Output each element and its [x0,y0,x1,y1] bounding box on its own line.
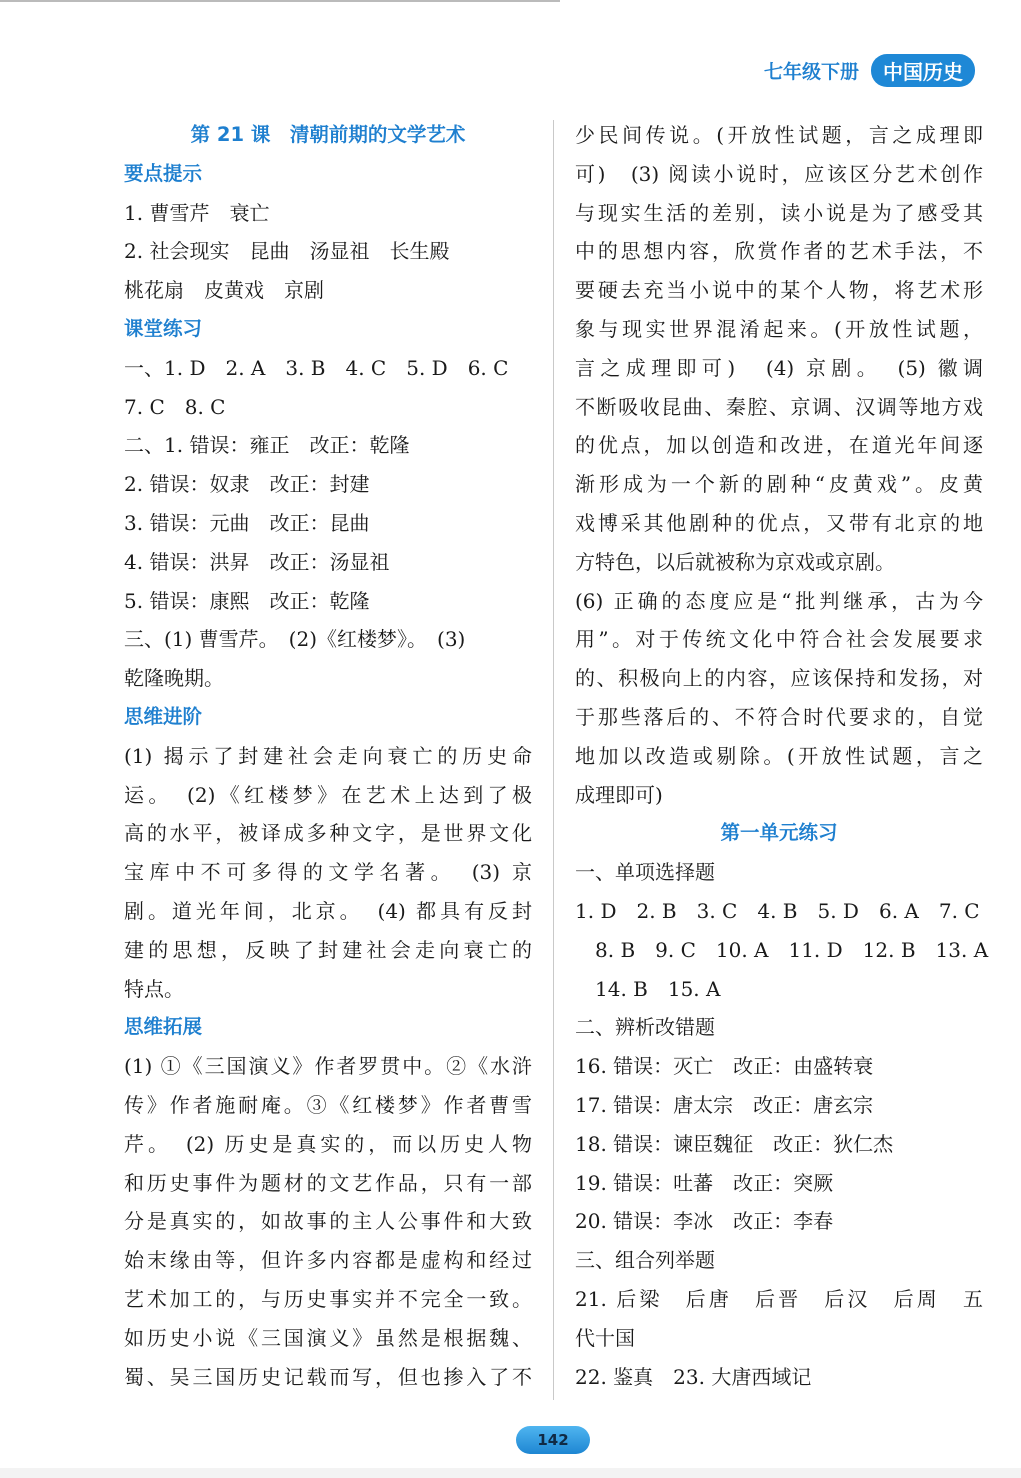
bottom-band [0,1468,1021,1478]
text-line: 20. 错误：李冰 改正：李春 [575,1209,834,1234]
column-divider [553,120,554,1400]
text-line: 一、1. D 2. A 3. B 4. C 5. D 6. C [124,355,509,380]
text-line: 可) (3) 阅读小说时，应该区分艺术创作 [575,161,983,186]
text-line: 戏博采其他剧种的优点，又带有北京的地 [575,510,983,535]
text-line: 始末缘由等，但许多内容都是虚构和经过 [124,1248,532,1273]
text-line: 2. 社会现实 昆曲 汤显祖 长生殿 [124,239,450,264]
text-line: 4. 错误：洪昇 改正：汤显祖 [124,549,390,574]
text-line: 二、辨析改错题 [575,1015,715,1040]
text-line: 高的水平，被译成多种文字，是世界文化 [124,821,532,846]
text-line: 桃花扇 皮黄戏 京剧 [124,278,324,303]
text-line: 3. 错误：元曲 改正：昆曲 [124,510,370,535]
section-title: 第一单元练习 [720,821,838,845]
text-line: 和历史事件为题材的文艺作品，只有一部 [124,1170,532,1195]
text-line: 1. 曹雪芹 衰亡 [124,200,270,225]
section-heading: 思维拓展 [124,1015,203,1039]
text-line: 二、1. 错误：雍正 改正：乾隆 [124,433,410,458]
text-line: 象与现实世界混淆起来。(开放性试题， [575,316,983,341]
text-line: 少民间传说。(开放性试题，言之成理即 [575,123,983,147]
text-line: 5. 错误：康熙 改正：乾隆 [124,588,370,613]
text-line: 的优点，加以创造和改进，在道光年间逐 [575,433,983,458]
text-line: 22. 鉴真 23. 大唐西域记 [575,1364,812,1389]
section-heading: 课堂练习 [124,316,203,340]
text-line: 中的思想内容，欣赏作者的艺术手法，不 [575,239,983,264]
subject-badge: 中国历史 [871,54,975,87]
text-line: 14. B 15. A [575,976,721,1001]
text-line: 用”。对于传统文化中符合社会发展要求 [575,627,983,652]
running-head [764,54,975,86]
text-line: 分是真实的，如故事的主人公事件和大致 [124,1209,532,1234]
text-line: 方特色，以后就被称为京戏或京剧。 [575,549,895,574]
right-column [575,116,989,1396]
text-line: 传》作者施耐庵。③《红楼梦》作者曹雪 [124,1092,532,1117]
text-line: 如历史小说《三国演义》虽然是根据魏、 [124,1325,532,1350]
text-line: (6) 正确的态度应是“批判继承，古为今 [575,588,983,613]
text-line: 7. C 8. C [124,394,226,419]
text-line: 乾隆晚期。 [124,666,224,691]
text-line: 21. 后梁 后唐 后晋 后汉 后周 五 [575,1286,983,1311]
text-line: 1. D 2. B 3. C 4. B 5. D 6. A 7. C [575,898,980,923]
text-line: 16. 错误：灭亡 改正：由盛转衰 [575,1054,874,1079]
text-line: 8. B 9. C 10. A 11. D 12. B 13. A [575,937,989,962]
text-line: 代十国 [575,1325,635,1350]
text-line: 言之成理即可) (4) 京剧。 (5) 徽调 [575,355,983,380]
grade-label: 七年级下册 [763,60,859,83]
text-line: 特点。 [124,976,184,1001]
text-line: 蜀、吴三国历史记载而写，但也掺入了不 [124,1364,532,1389]
section-heading: 要点提示 [124,161,203,185]
page-number: 142 [516,1426,590,1454]
text-line: 不断吸收昆曲、秦腔、京调、汉调等地方戏 [575,394,983,419]
text-line: 剧。道光年间，北京。 (4) 都具有反封 [124,898,532,923]
text-line: 三、组合列举题 [575,1248,715,1273]
text-line: 2. 错误：奴隶 改正：封建 [124,472,370,497]
text-line: 与现实生活的差别，读小说是为了感受其 [575,200,983,225]
top-rule [0,0,560,2]
section-title: 第 21 课 清朝前期的文学艺术 [190,123,466,146]
left-column [124,116,532,1396]
text-line: (1) ①《三国演义》作者罗贯中。②《水浒 [124,1054,532,1079]
text-line: 宝库中不可多得的文学名著。 (3) 京 [124,860,532,885]
text-line: 于那些落后的、不符合时代要求的，自觉 [575,704,983,729]
text-line: 一、单项选择题 [575,860,715,885]
text-line: 渐形成为一个新的剧种“皮黄戏”。皮黄 [575,472,983,497]
text-line: 地加以改造或剔除。(开放性试题，言之 [575,743,983,768]
text-line: 19. 错误：吐蕃 改正：突厥 [575,1170,834,1195]
text-line: 要硬去充当小说中的某个人物，将艺术形 [575,278,983,303]
text-line: 建的思想，反映了封建社会走向衰亡的 [124,937,532,962]
text-line: 的、积极向上的内容，应该保持和发扬，对 [575,666,983,691]
text-line: 芹。 (2) 历史是真实的，而以历史人物 [124,1131,532,1156]
text-line: (1) 揭示了封建社会走向衰亡的历史命 [124,743,532,768]
text-line: 运。 (2)《红楼梦》在艺术上达到了极 [124,782,532,807]
text-line: 17. 错误：唐太宗 改正：唐玄宗 [575,1092,874,1117]
section-heading: 思维进阶 [124,704,203,728]
text-line: 成理即可) [575,782,663,807]
text-line: 18. 错误：谏臣魏征 改正：狄仁杰 [575,1131,894,1156]
text-line: 三、(1) 曹雪芹。 (2)《红楼梦》。 (3) [124,627,466,652]
text-line: 艺术加工的，与历史事实并不完全一致。 [124,1286,532,1311]
